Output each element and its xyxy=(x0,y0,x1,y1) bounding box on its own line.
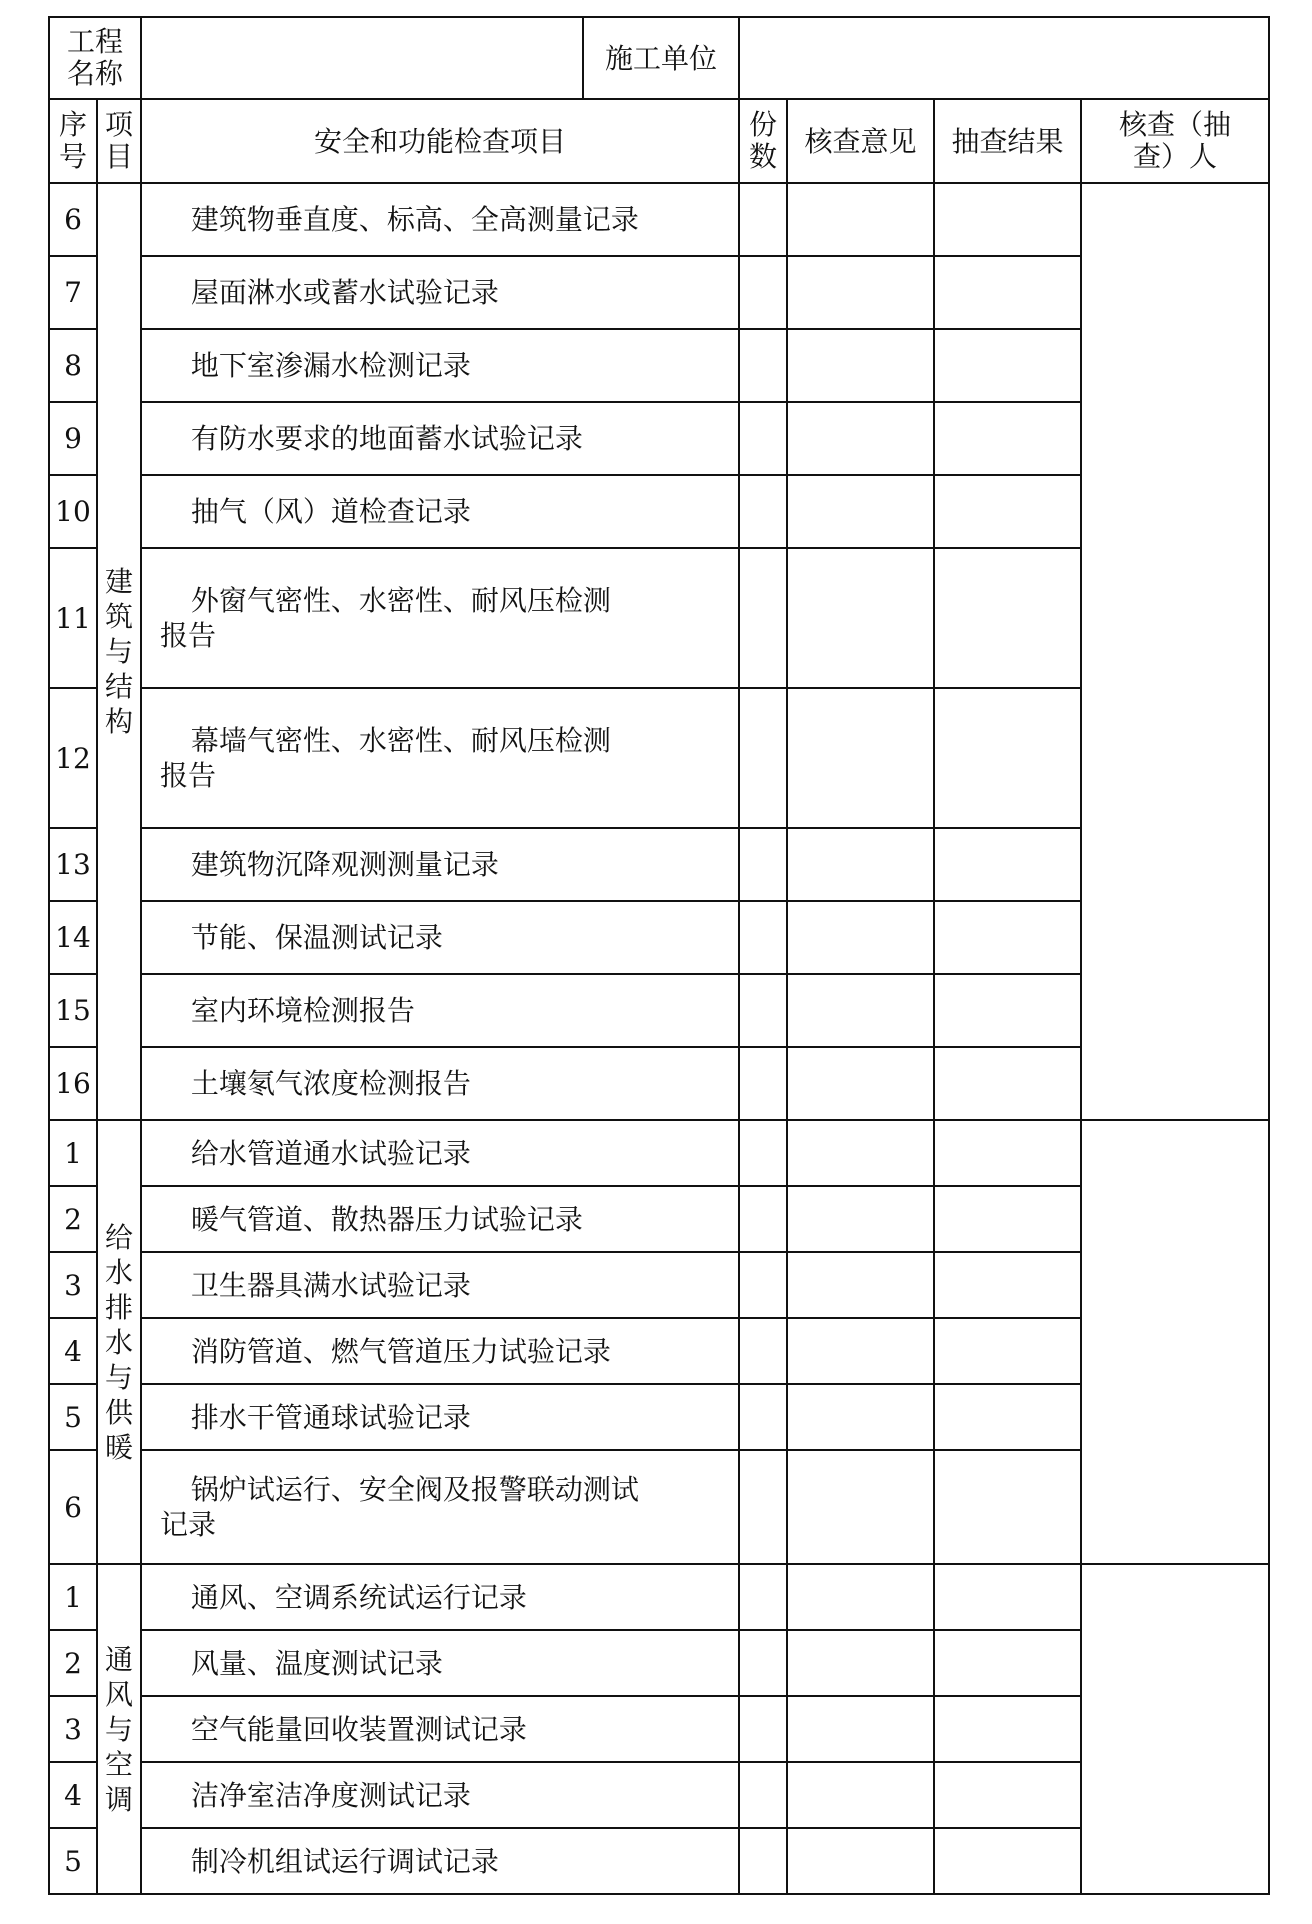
col-header-review-opinion: 核查意见 xyxy=(787,99,934,183)
check-item: 制冷机组试运行调试记录 xyxy=(141,1828,739,1894)
checker-cell[interactable] xyxy=(1081,1120,1269,1564)
copies-cell[interactable] xyxy=(739,1564,787,1630)
review-opinion-cell[interactable] xyxy=(787,1384,934,1450)
contractor-label: 施工单位 xyxy=(583,18,738,98)
copies-cell[interactable] xyxy=(739,1696,787,1762)
review-opinion-cell[interactable] xyxy=(787,1564,934,1630)
copies-cell[interactable] xyxy=(739,1186,787,1252)
check-item: 空气能量回收装置测试记录 xyxy=(141,1696,739,1762)
spot-result-cell[interactable] xyxy=(934,1120,1081,1186)
copies-cell[interactable] xyxy=(739,548,787,688)
row-number: 4 xyxy=(49,1318,97,1384)
row-number: 16 xyxy=(49,1047,97,1120)
checker-cell[interactable] xyxy=(1081,183,1269,1120)
review-opinion-cell[interactable] xyxy=(787,688,934,828)
check-item: 暖气管道、散热器压力试验记录 xyxy=(141,1186,739,1252)
row-number: 5 xyxy=(49,1828,97,1894)
col-header-seq: 序 号 xyxy=(49,99,97,183)
check-item: 外窗气密性、水密性、耐风压检测 报告 xyxy=(141,548,739,688)
row-number: 1 xyxy=(49,1564,97,1630)
category-water-heating: 给 水 排 水 与 供 暖 xyxy=(97,1120,141,1564)
copies-cell[interactable] xyxy=(739,1450,787,1564)
check-item: 建筑物垂直度、标高、全高测量记录 xyxy=(141,183,739,256)
check-item: 消防管道、燃气管道压力试验记录 xyxy=(141,1318,739,1384)
row-number: 2 xyxy=(49,1630,97,1696)
row-number: 4 xyxy=(49,1762,97,1828)
spot-result-cell[interactable] xyxy=(934,1318,1081,1384)
copies-cell[interactable] xyxy=(739,1630,787,1696)
review-opinion-cell[interactable] xyxy=(787,1828,934,1894)
contractor-value-field[interactable] xyxy=(739,17,1269,99)
header-row-project xyxy=(49,17,1269,99)
spot-result-cell[interactable] xyxy=(934,402,1081,475)
review-opinion-cell[interactable] xyxy=(787,1318,934,1384)
check-item: 室内环境检测报告 xyxy=(141,974,739,1047)
copies-cell[interactable] xyxy=(739,1252,787,1318)
check-item: 幕墙气密性、水密性、耐风压检测 报告 xyxy=(141,688,739,828)
spot-result-cell[interactable] xyxy=(934,256,1081,329)
review-opinion-cell[interactable] xyxy=(787,548,934,688)
review-opinion-cell[interactable] xyxy=(787,1450,934,1564)
review-opinion-cell[interactable] xyxy=(787,1696,934,1762)
col-header-category: 项 目 xyxy=(97,99,141,183)
spot-result-cell[interactable] xyxy=(934,1252,1081,1318)
spot-result-cell[interactable] xyxy=(934,688,1081,828)
spot-result-cell[interactable] xyxy=(934,475,1081,548)
review-opinion-cell[interactable] xyxy=(787,1120,934,1186)
check-item: 洁净室洁净度测试记录 xyxy=(141,1762,739,1828)
copies-cell[interactable] xyxy=(739,1318,787,1384)
spot-result-cell[interactable] xyxy=(934,974,1081,1047)
spot-result-cell[interactable] xyxy=(934,329,1081,402)
col-header-item: 安全和功能检查项目 xyxy=(141,99,739,183)
review-opinion-cell[interactable] xyxy=(787,1762,934,1828)
check-item: 锅炉试运行、安全阀及报警联动测试 记录 xyxy=(141,1450,739,1564)
inspection-form xyxy=(48,16,1268,1896)
copies-cell[interactable] xyxy=(739,1762,787,1828)
check-item: 土壤氡气浓度检测报告 xyxy=(141,1047,739,1120)
spot-result-cell[interactable] xyxy=(934,1047,1081,1120)
copies-cell[interactable] xyxy=(739,1828,787,1894)
spot-result-cell[interactable] xyxy=(934,1696,1081,1762)
check-item: 地下室渗漏水检测记录 xyxy=(141,329,739,402)
review-opinion-cell[interactable] xyxy=(787,329,934,402)
check-item: 给水管道通水试验记录 xyxy=(141,1120,739,1186)
row-number: 6 xyxy=(49,183,97,256)
row-number: 13 xyxy=(49,828,97,901)
spot-result-cell[interactable] xyxy=(934,1630,1081,1696)
spot-result-cell[interactable] xyxy=(934,183,1081,256)
row-number: 7 xyxy=(49,256,97,329)
spot-result-cell[interactable] xyxy=(934,1564,1081,1630)
row-number: 11 xyxy=(49,548,97,688)
row-number: 9 xyxy=(49,402,97,475)
row-number: 1 xyxy=(49,1120,97,1186)
copies-cell[interactable] xyxy=(739,688,787,828)
check-item: 风量、温度测试记录 xyxy=(141,1630,739,1696)
copies-cell[interactable] xyxy=(739,1120,787,1186)
col-header-copies: 份 数 xyxy=(739,99,787,183)
spot-result-cell[interactable] xyxy=(934,1828,1081,1894)
row-number: 8 xyxy=(49,329,97,402)
checker-cell[interactable] xyxy=(1081,1564,1269,1894)
spot-result-cell[interactable] xyxy=(934,1450,1081,1564)
row-number: 2 xyxy=(49,1186,97,1252)
review-opinion-cell[interactable] xyxy=(787,974,934,1047)
review-opinion-cell[interactable] xyxy=(787,1186,934,1252)
copies-cell[interactable] xyxy=(739,828,787,901)
safety-function-check-table xyxy=(48,16,1270,1895)
copies-cell[interactable] xyxy=(739,256,787,329)
table-row xyxy=(49,1120,1269,1186)
review-opinion-cell[interactable] xyxy=(787,901,934,974)
project-name-field[interactable] xyxy=(141,17,739,99)
copies-cell[interactable] xyxy=(739,329,787,402)
spot-result-cell[interactable] xyxy=(934,1762,1081,1828)
check-item: 建筑物沉降观测测量记录 xyxy=(141,828,739,901)
row-number: 12 xyxy=(49,688,97,828)
copies-cell[interactable] xyxy=(739,402,787,475)
check-item: 屋面淋水或蓄水试验记录 xyxy=(141,256,739,329)
review-opinion-cell[interactable] xyxy=(787,183,934,256)
row-number: 3 xyxy=(49,1696,97,1762)
copies-cell[interactable] xyxy=(739,183,787,256)
copies-cell[interactable] xyxy=(739,1384,787,1450)
review-opinion-cell[interactable] xyxy=(787,475,934,548)
check-item: 节能、保温测试记录 xyxy=(141,901,739,974)
spot-result-cell[interactable] xyxy=(934,1186,1081,1252)
copies-cell[interactable] xyxy=(739,901,787,974)
category-hvac: 通 风 与 空 调 xyxy=(97,1564,141,1894)
col-header-checker: 核查（抽 查）人 xyxy=(1081,99,1269,183)
check-item: 有防水要求的地面蓄水试验记录 xyxy=(141,402,739,475)
check-item: 卫生器具满水试验记录 xyxy=(141,1252,739,1318)
review-opinion-cell[interactable] xyxy=(787,1047,934,1120)
row-number: 5 xyxy=(49,1384,97,1450)
check-item: 通风、空调系统试运行记录 xyxy=(141,1564,739,1630)
spot-result-cell[interactable] xyxy=(934,901,1081,974)
copies-cell[interactable] xyxy=(739,1047,787,1120)
col-header-spot-result: 抽查结果 xyxy=(934,99,1081,183)
project-name-label: 工程 名称 xyxy=(49,17,141,99)
category-building-structure: 建 筑 与 结 构 xyxy=(97,183,141,1120)
review-opinion-cell[interactable] xyxy=(787,402,934,475)
row-number: 6 xyxy=(49,1450,97,1564)
review-opinion-cell[interactable] xyxy=(787,1252,934,1318)
check-item: 抽气（风）道检查记录 xyxy=(141,475,739,548)
row-number: 14 xyxy=(49,901,97,974)
spot-result-cell[interactable] xyxy=(934,548,1081,688)
review-opinion-cell[interactable] xyxy=(787,1630,934,1696)
review-opinion-cell[interactable] xyxy=(787,828,934,901)
copies-cell[interactable] xyxy=(739,475,787,548)
table-row xyxy=(49,183,1269,256)
review-opinion-cell[interactable] xyxy=(787,256,934,329)
spot-result-cell[interactable] xyxy=(934,1384,1081,1450)
header-row-columns xyxy=(49,99,1269,183)
spot-result-cell[interactable] xyxy=(934,828,1081,901)
project-name-value[interactable] xyxy=(142,18,583,98)
row-number: 10 xyxy=(49,475,97,548)
copies-cell[interactable] xyxy=(739,974,787,1047)
table-row xyxy=(49,1564,1269,1630)
row-number: 3 xyxy=(49,1252,97,1318)
check-item: 排水干管通球试验记录 xyxy=(141,1384,739,1450)
row-number: 15 xyxy=(49,974,97,1047)
